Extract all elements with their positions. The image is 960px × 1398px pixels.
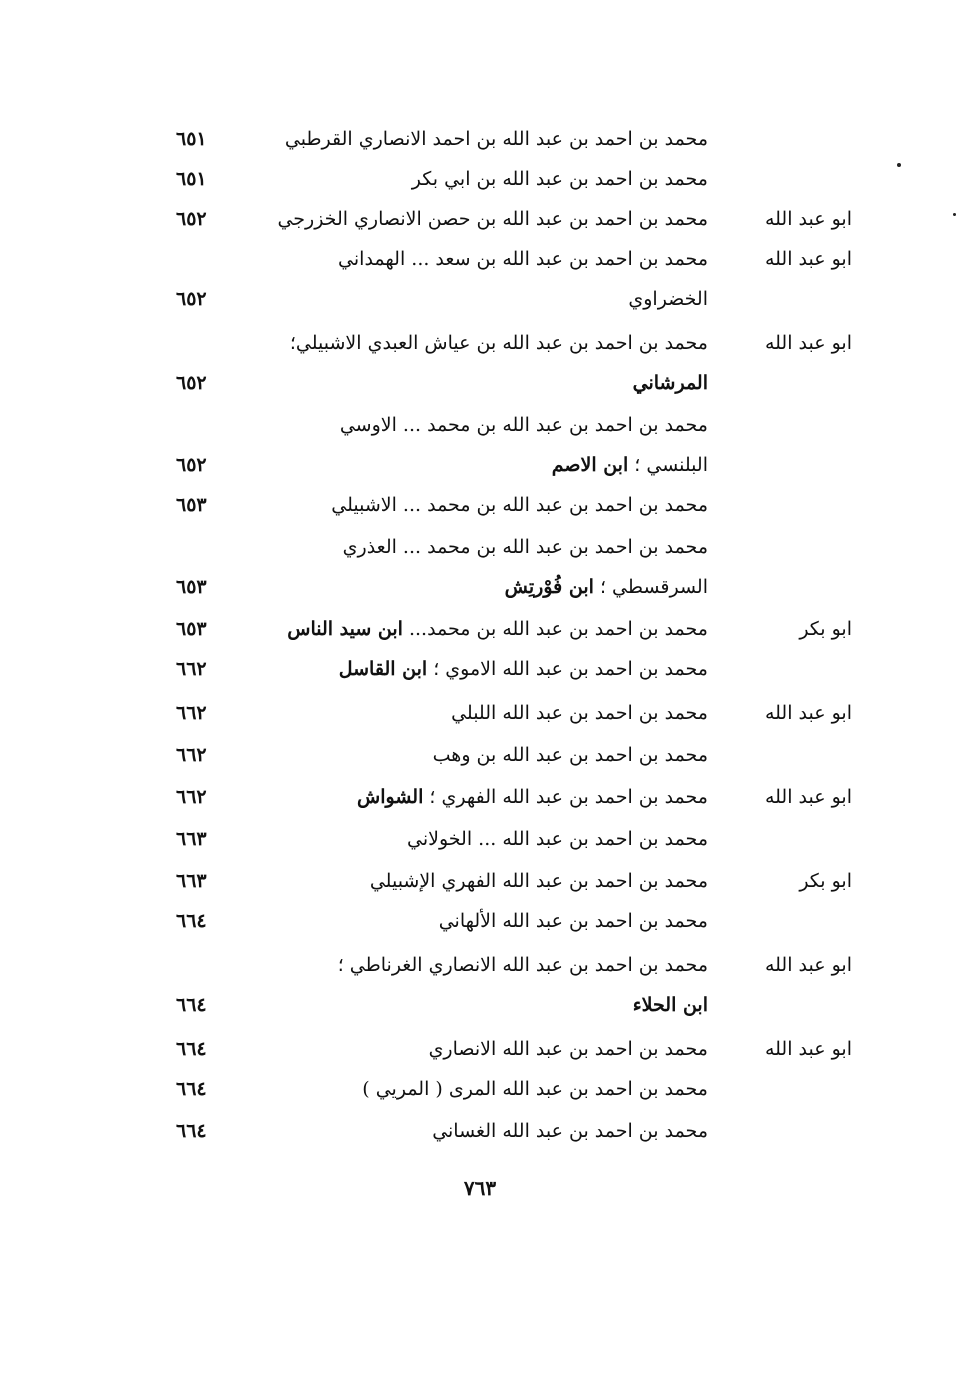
entry-name-text: محمد بن احمد بن عبد الله الغساني	[432, 1120, 708, 1142]
index-entry	[0, 1110, 960, 1152]
entry-name	[633, 366, 708, 400]
index-entry	[0, 238, 960, 280]
entry-name	[628, 282, 708, 316]
entry-kunya: ابو عبد الله	[764, 208, 852, 230]
index-entry	[0, 118, 960, 160]
entry-page-ref: ٦٥٢	[176, 454, 207, 476]
entry-name	[370, 864, 708, 898]
entry-name	[340, 408, 708, 442]
index-entry	[0, 900, 960, 942]
index-entry	[0, 484, 960, 526]
entry-kunya: ابو بكر	[799, 870, 852, 892]
entry-name-text: محمد بن احمد بن عبد الله الفهري ؛	[429, 786, 708, 808]
entry-page-ref: ٦٥٢	[176, 372, 207, 394]
entry-nisba-bold: ابن الاصم	[551, 454, 629, 476]
entry-name	[552, 448, 708, 482]
entry-name-text: محمد بن احمد بن عبد الله الفهري الإشبيلي	[369, 870, 708, 892]
entry-name	[433, 738, 708, 772]
entry-name	[331, 488, 708, 522]
entry-name-text: محمد بن احمد بن عبد الله بن محمد ... الاشبيلي	[331, 494, 708, 516]
entry-page-ref: ٦٦٢	[176, 786, 207, 808]
index-entry	[0, 860, 960, 902]
index-entry	[0, 776, 960, 818]
entry-name-text: السرقسطي ؛	[599, 576, 708, 598]
index-entry	[0, 526, 960, 568]
index-entry	[0, 278, 960, 320]
entry-name-text: البلنسي ؛	[634, 454, 708, 476]
index-entry	[0, 734, 960, 776]
entry-name	[338, 242, 708, 276]
index-entry	[0, 322, 960, 364]
entry-nisba-bold: ابن القاسل	[338, 658, 428, 680]
entry-page-ref: ٦٥٣	[176, 576, 207, 598]
entry-name	[343, 530, 708, 564]
entry-name-text: محمد بن احمد بن عبد الله بن وهب	[432, 744, 708, 766]
entry-name	[451, 696, 708, 730]
entry-name-text: محمد بن احمد بن عبد الله ... الخولاني	[407, 828, 708, 850]
entry-name	[339, 652, 708, 686]
entry-name	[439, 904, 708, 938]
entry-page-ref: ٦٦٤	[176, 1078, 207, 1100]
entry-name-text: محمد بن احمد بن عبد الله المرى ( المريي )	[362, 1078, 708, 1100]
entry-name	[277, 202, 708, 236]
entry-nisba-bold: ابن الحلاء	[632, 994, 708, 1016]
entry-nisba-bold: المرشاني	[632, 372, 708, 394]
index-entry	[0, 566, 960, 608]
entry-page-ref: ٦٥٣	[176, 618, 207, 640]
entry-name-text: محمد بن احمد بن عبد الله بن سعد ... الهمداني	[338, 248, 708, 270]
entry-name-text: محمد بن احمد بن عبد الله الاموي ؛	[433, 658, 708, 680]
index-entry	[0, 818, 960, 860]
entry-page-ref: ٦٦٤	[176, 1120, 207, 1142]
entry-page-ref: ٦٥٣	[176, 494, 207, 516]
entry-name	[285, 122, 708, 156]
entry-nisba-bold: ابن فُوْرتِش	[504, 576, 594, 598]
index-entry	[0, 158, 960, 200]
entry-name	[357, 780, 708, 814]
index-entry	[0, 444, 960, 486]
entry-kunya: ابو عبد الله	[764, 702, 852, 724]
entry-name-text: محمد بن احمد بن عبد الله بن احمد الانصاري القرطبي	[284, 128, 708, 150]
entry-name	[633, 988, 708, 1022]
entry-page-ref: ٦٦٢	[176, 702, 207, 724]
entry-nisba-bold: الشواش	[357, 786, 424, 808]
entry-kunya: ابو عبد الله	[764, 332, 852, 354]
entry-name	[407, 822, 708, 856]
entry-name	[432, 1114, 708, 1148]
index-entry	[0, 608, 960, 650]
entry-name	[429, 1032, 708, 1066]
entry-name-text: محمد بن احمد بن عبد الله بن محمد ... العذري	[342, 536, 708, 558]
index-entry	[0, 1068, 960, 1110]
entry-nisba-bold: ابن سيد الناس	[287, 618, 403, 640]
entry-name-text: محمد بن احمد بن عبد الله بن عياش العبدي الاشبيلي؛	[289, 332, 708, 354]
entry-page-ref: ٦٦٢	[176, 744, 207, 766]
entry-kunya: ابو عبد الله	[764, 954, 852, 976]
entry-name	[412, 162, 708, 196]
entry-kunya: ابو عبد الله	[764, 248, 852, 270]
entry-page-ref: ٦٦٣	[176, 870, 207, 892]
entry-page-ref: ٦٦٣	[176, 828, 207, 850]
entry-page-ref: ٦٦٢	[176, 658, 207, 680]
index-entry	[0, 198, 960, 240]
entry-page-ref: ٦٥٢	[176, 288, 207, 310]
entry-name-text: محمد بن احمد بن عبد الله الألهاني	[438, 910, 708, 932]
entry-page-ref: ٦٥١	[176, 128, 207, 150]
entry-page-ref: ٦٥٢	[176, 208, 207, 230]
index-entry	[0, 944, 960, 986]
entry-name	[290, 326, 708, 360]
entry-kunya: ابو بكر	[799, 618, 852, 640]
entry-name-text: محمد بن احمد بن عبد الله اللبلي	[451, 702, 708, 724]
entry-name-text: محمد بن احمد بن عبد الله بن ابي بكر	[411, 168, 708, 190]
entry-name	[338, 948, 708, 982]
entry-page-ref: ٦٥١	[176, 168, 207, 190]
index-entry	[0, 692, 960, 734]
entry-name	[505, 570, 708, 604]
entry-name	[362, 1072, 708, 1106]
entry-page-ref: ٦٦٤	[176, 910, 207, 932]
entry-page-ref: ٦٦٤	[176, 994, 207, 1016]
entry-name-text: محمد بن احمد بن عبد الله بن حصن الانصاري الخزرجي	[277, 208, 708, 230]
entry-name-text: محمد بن احمد بن عبد الله بن محمد ... الاوسي	[339, 414, 708, 436]
index-entry	[0, 404, 960, 446]
index-entry	[0, 1028, 960, 1070]
page-number: ٧٦٣	[463, 1176, 497, 1200]
index-entry	[0, 362, 960, 404]
entry-name-text: محمد بن احمد بن عبد الله الانصاري الغرناطي ؛	[337, 954, 708, 976]
entry-name-text: محمد بن احمد بن عبد الله الانصاري	[428, 1038, 708, 1060]
entry-kunya: ابو عبد الله	[764, 786, 852, 808]
index-entry	[0, 984, 960, 1026]
entry-name-text: الخضراوي	[628, 288, 708, 310]
entry-kunya: ابو عبد الله	[764, 1038, 852, 1060]
entry-name-text: محمد بن احمد بن عبد الله بن محمد...	[408, 618, 708, 640]
entry-name	[287, 612, 708, 646]
index-entry	[0, 648, 960, 690]
entry-page-ref: ٦٦٤	[176, 1038, 207, 1060]
